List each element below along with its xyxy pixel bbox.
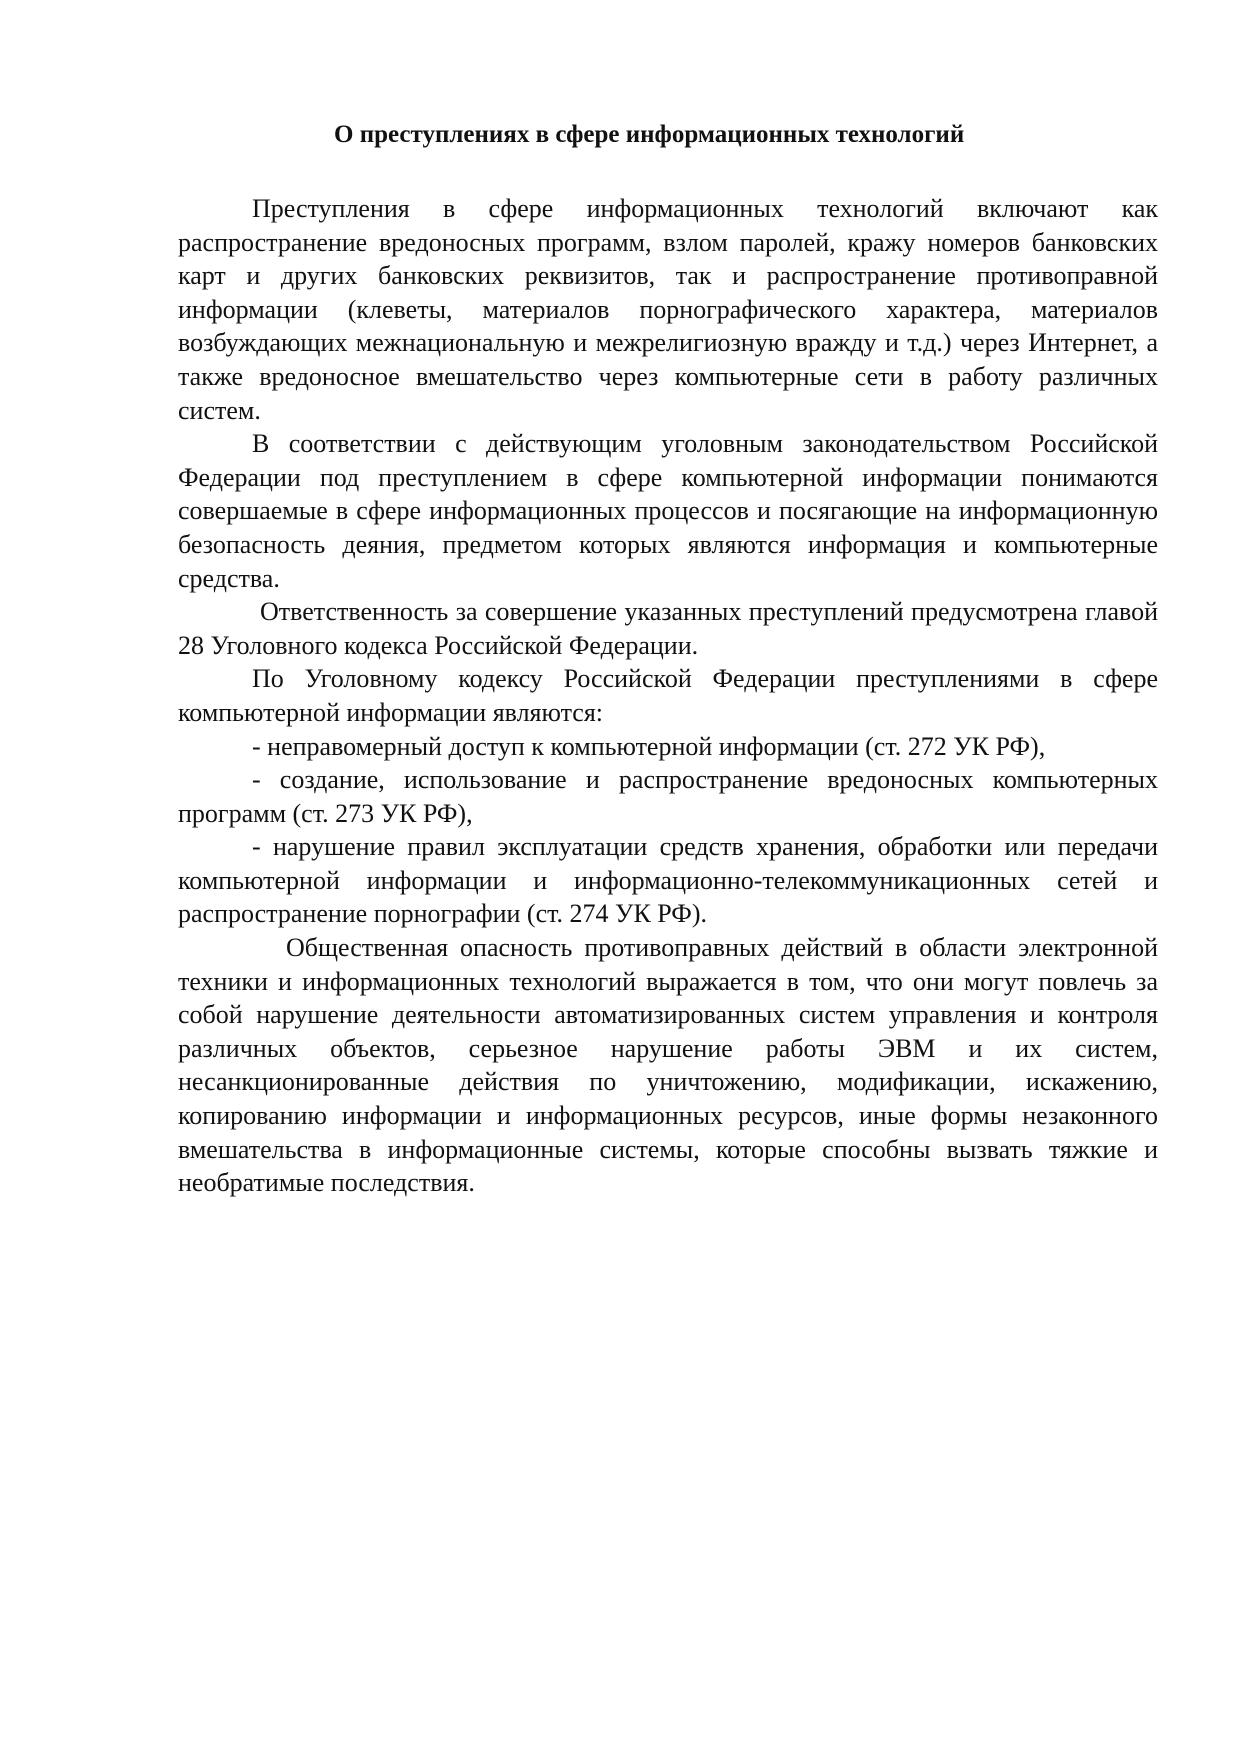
paragraph-public-danger: Общественная опасность противоправных действий в области электронной техники и информационных технологий выражается в том, что они могут повлечь за собой нарушение деятельности автоматизированных систем управления и контроля различных объектов, серьезное нарушение работы ЭВМ и их систем, несанкционированные действия по уничтожению, модификации, искажению, копированию информации и информационных ресурсов, иные формы незаконного вмешательства в информационные системы, которые способны вызвать тяжкие и необратимые последствия. <box>178 933 1158 1198</box>
paragraph-criminal-code-intro: По Уголовному кодексу Российской Федерации преступлениями в сфере компьютерной информации являются: <box>178 664 1158 727</box>
paragraph-responsibility: Ответственность за совершение указанных преступлений предусмотрена главой 28 Уголовного кодекса Российской Федерации. <box>178 597 1158 660</box>
list-item-article-272: - неправомерный доступ к компьютерной информации (ст. 272 УК РФ), <box>252 731 1046 761</box>
document-body <box>178 118 1158 1200</box>
list-item-article-274: - нарушение правил эксплуатации средств хранения, обработки или передачи компьютерной информации и информационно-телекоммуникационных сетей и распространение порнографии (ст. 274 УК РФ). <box>178 832 1158 929</box>
list-item-article-273: - создание, использование и распространение вредоносных компьютерных программ (ст. 273 УК РФ), <box>178 765 1158 828</box>
paragraph-it-crimes-definition: Преступления в сфере информационных технологий включают как распространение вредоносных программ, взлом паролей, кражу номеров банковских карт и других банковских реквизитов, так и распространение противоправной информации (клеветы, материалов порнографического характера, материалов возбуждающих межнациональную и межрелигиозную вражду и т.д.) через Интернет, а также вредоносное вмешательство через компьютерные сети в работу различных систем. <box>178 194 1158 425</box>
document-title: О преступлениях в сфере информационных технологий <box>334 121 965 148</box>
paragraph-legal-definition: В соответствии с действующим уголовным законодательством Российской Федерации под преступлением в сфере компьютерной информации понимаются совершаемые в сфере информационных процессов и посягающие на информационную безопасность деяния, предметом которых являются информация и компьютерные средства. <box>178 429 1158 593</box>
